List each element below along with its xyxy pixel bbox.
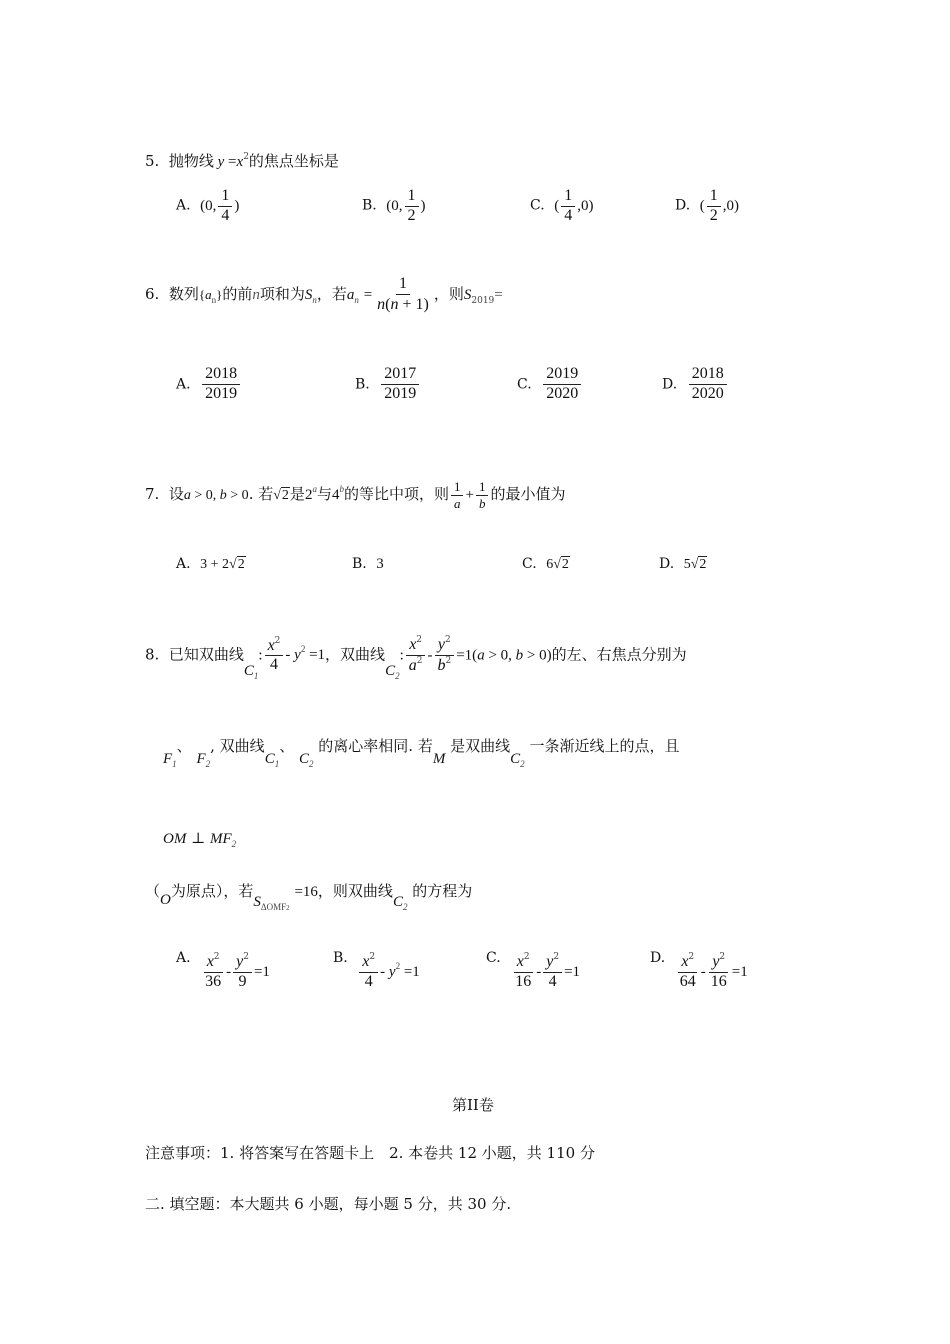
math-expression: - — [700, 964, 706, 980]
math-expression: - — [427, 647, 433, 664]
math-expression: = — [363, 286, 373, 303]
option-a[interactable] — [176, 188, 239, 225]
stem-text: 项和为 — [259, 284, 305, 303]
option-letter: D. — [650, 950, 666, 966]
section-title: 第II卷 — [452, 1096, 494, 1114]
math-expression: $\frac{1}{b}$ — [476, 480, 489, 510]
math-expression: n — [252, 286, 260, 303]
option-c[interactable] — [486, 950, 580, 991]
math-expression: = — [494, 286, 503, 303]
question-5-stem — [145, 150, 339, 171]
math-expression: $C_2$ — [510, 751, 525, 769]
math-expression: - $y^2 =1$ — [380, 961, 420, 980]
math-expression: $F_2$ — [196, 751, 211, 769]
option-c[interactable] — [522, 554, 570, 573]
option-letter: A. — [176, 950, 191, 966]
stem-text: , 双曲线 — [210, 737, 265, 755]
stem-text: （ — [145, 882, 161, 900]
option-c[interactable] — [530, 188, 593, 225]
math-expression: $C_1$ — [264, 751, 280, 769]
math-expression: (0, $\frac{1}{2}$ ) — [386, 187, 426, 224]
math-expression: 5√2 — [683, 557, 707, 572]
math-expression: $\frac{x^2}{a^2}$ — [406, 636, 426, 675]
math-expression: √2 — [273, 488, 289, 504]
math-expression: (0, $\frac{1}{4}$ ) — [200, 187, 240, 224]
math-expression: 4$^b$ — [331, 484, 344, 504]
math-expression: x — [236, 154, 244, 170]
math-expression: 3 + 2√2 — [200, 557, 245, 572]
stem-text: 与 — [316, 485, 332, 504]
stem-text: 是 — [289, 485, 305, 504]
math-expression: $\frac{x^2}{16}$ — [515, 952, 532, 990]
option-b[interactable] — [352, 554, 384, 573]
option-letter: D. — [662, 376, 678, 393]
stem-text: 、 — [176, 737, 192, 755]
math-expression: ( $\frac{1}{4}$ ,0) — [554, 187, 594, 224]
question-7-stem — [145, 480, 565, 510]
option-letter: D. — [659, 556, 675, 572]
math-expression: $\frac{1}{a}$ — [451, 480, 464, 510]
option-d[interactable] — [650, 950, 748, 991]
math-expression: M — [432, 751, 446, 767]
math-expression: O — [160, 892, 171, 908]
stem-text: 数列 — [168, 284, 199, 303]
question-6-stem — [145, 276, 503, 314]
math-expression: 2019 — [471, 295, 495, 306]
math-expression: $\frac{2017}{2019}$ — [381, 366, 419, 403]
option-letter: C. — [530, 197, 545, 214]
option-b[interactable] — [355, 366, 421, 403]
option-letter: B. — [333, 950, 348, 966]
math-expression: y — [213, 154, 229, 170]
math-expression: ⊥ — [191, 831, 206, 847]
math-expression: - — [226, 964, 232, 980]
math-expression: $MF_2$ — [210, 831, 237, 849]
math-expression: $S_n$ — [304, 286, 317, 305]
stem-text: 、 — [279, 737, 295, 755]
stem-text: 的左、右焦点分别为 — [551, 645, 687, 664]
math-expression: OM — [163, 831, 187, 847]
math-expression: $C_2$ — [392, 894, 408, 912]
option-a[interactable] — [176, 554, 246, 573]
math-expression: $S_{\Delta OMF2}$ — [253, 894, 290, 912]
math-expression: 2 — [243, 152, 249, 162]
stem-text: . 若 — [248, 485, 274, 504]
option-d[interactable] — [659, 554, 707, 573]
math-expression: 3 — [376, 556, 384, 572]
math-expression: $\frac{x^2}{4}$ — [359, 953, 378, 991]
option-letter: C. — [517, 376, 532, 393]
math-expression: $\frac{1}{n(n + 1)}$ — [377, 275, 429, 313]
option-letter: B. — [355, 376, 370, 393]
option-letter: C. — [486, 950, 501, 966]
stem-text: 的焦点坐标是 — [248, 152, 339, 170]
math-expression: $\frac{x^2}{4}$ — [265, 637, 284, 675]
math-expression: ( $\frac{1}{2}$ ,0) — [699, 187, 739, 224]
stem-text: 已知双曲线 — [168, 645, 244, 664]
math-expression: $a_n$ — [346, 286, 359, 305]
stem-text: 一条渐近线上的点，且 — [529, 737, 680, 755]
stem-text: ，双曲线 — [325, 645, 386, 664]
stem-text: 设 — [168, 485, 184, 504]
option-b[interactable] — [362, 188, 426, 225]
math-expression: $\frac{y^2}{9}$ — [233, 953, 252, 991]
stem-text: 的最小值为 — [490, 485, 566, 504]
question-number: 7. — [145, 485, 160, 504]
math-expression: $\frac{2019}{2020}$ — [543, 366, 581, 403]
option-letter: B. — [352, 556, 367, 572]
stem-text: 为原点），若 — [170, 882, 254, 900]
option-a[interactable] — [176, 366, 242, 403]
math-expression: $\frac{x^2}{36}$ — [205, 952, 222, 990]
stem-text: 的等比中项，则 — [343, 485, 449, 504]
math-expression: 2$^a$ — [304, 484, 317, 504]
option-letter: B. — [362, 197, 377, 214]
question-8-line-4 — [145, 880, 472, 912]
math-expression: $\frac{y^2}{b^2}$ — [434, 636, 454, 675]
math-expression: + — [465, 487, 474, 504]
math-expression: = — [228, 154, 237, 170]
question-8-line-3 — [163, 829, 236, 849]
math-expression: S — [463, 286, 472, 303]
option-letter: A. — [176, 556, 191, 572]
math-expression: $F_1$ — [163, 751, 177, 769]
math-expression: : — [399, 647, 404, 664]
math-expression: $C_2$ — [385, 663, 400, 682]
option-letter: A. — [176, 197, 191, 214]
math-expression: - — [536, 964, 542, 980]
stem-text: ，若 — [316, 284, 347, 303]
math-expression: $\frac{y^2}{16}$ — [710, 952, 727, 990]
stem-text: 的前 — [222, 284, 253, 303]
option-letter: D. — [675, 197, 691, 214]
math-expression: $\{a_n\}$ — [198, 286, 223, 305]
math-expression: 6√2 — [546, 557, 569, 572]
question-number: 6. — [145, 284, 160, 303]
section-heading: 二. 填空题：本大题共 6 小题，每小题 5 分，共 30 分. — [145, 1195, 512, 1213]
stem-text: 的离心率相同. 若 — [318, 737, 433, 755]
stem-text: 是双曲线 — [450, 737, 511, 755]
question-8-line-2 — [163, 735, 679, 769]
math-expression: =1(a > 0, b > 0) — [456, 647, 552, 664]
option-a[interactable] — [176, 950, 270, 991]
math-expression: =16 — [294, 884, 318, 900]
math-expression: - $y^2 =1$ — [285, 644, 326, 664]
option-c[interactable] — [517, 366, 583, 403]
stem-text: 的方程为 — [412, 882, 473, 900]
question-number: 5. — [145, 152, 160, 170]
option-d[interactable] — [662, 366, 729, 403]
math-expression: $C_2$ — [299, 751, 314, 769]
question-number: 8. — [145, 645, 160, 664]
math-expression: $\frac{y^2}{4}$ — [543, 953, 562, 991]
stem-text: ，则双曲线 — [317, 882, 393, 900]
notice-text: 注意事项：1. 将答案写在答题卡上 2. 本卷共 12 小题，共 110 分 — [145, 1144, 595, 1162]
math-expression: $C_1$ — [243, 663, 259, 682]
math-expression: =1 — [253, 964, 270, 980]
stem-text: 抛物线 — [168, 152, 214, 170]
stem-text: ，则 — [433, 284, 464, 303]
option-letter: A. — [176, 376, 191, 393]
math-expression: : — [258, 647, 263, 664]
math-expression: $\frac{2018}{2019}$ — [202, 366, 240, 403]
math-expression: =1 — [564, 964, 581, 980]
math-expression: a > 0, b > 0 — [183, 488, 249, 504]
math-expression: =1 — [731, 964, 748, 980]
math-expression: $\frac{2018}{2020}$ — [689, 366, 727, 403]
question-8-line-1 — [145, 636, 687, 681]
option-b[interactable] — [333, 950, 420, 991]
math-expression: $\frac{x^2}{64}$ — [679, 952, 696, 990]
option-letter: C. — [522, 556, 537, 572]
option-d[interactable] — [675, 188, 739, 225]
